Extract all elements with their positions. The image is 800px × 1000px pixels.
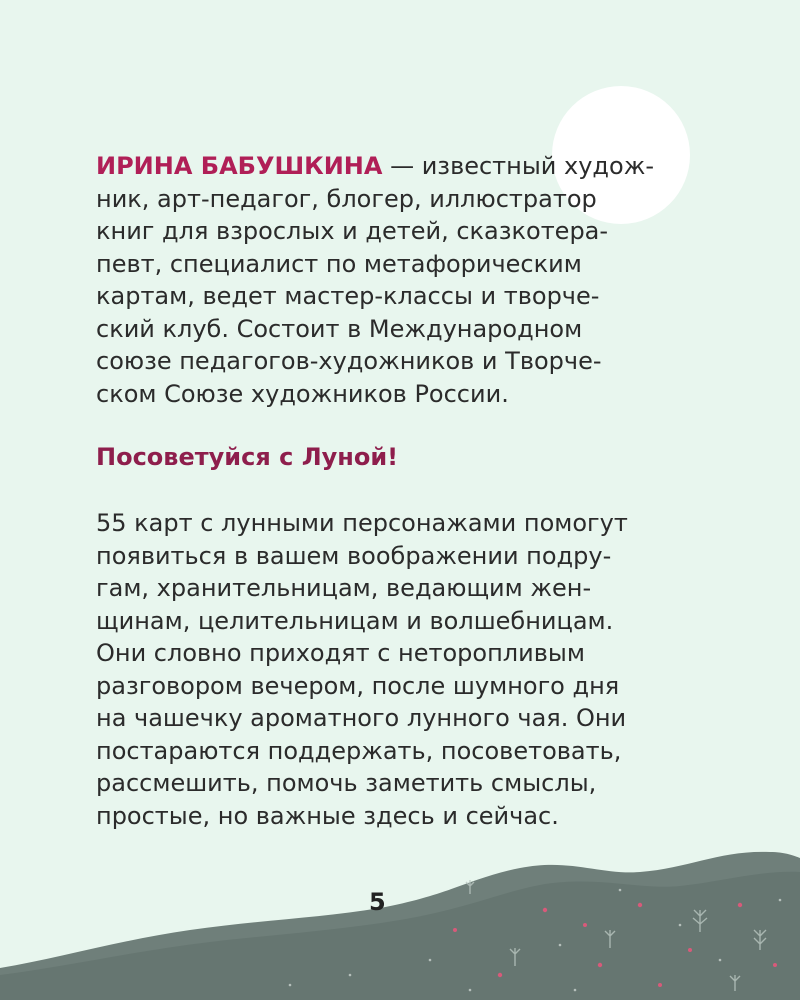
section-heading: Посоветуйся с Луной! <box>96 443 399 471</box>
description-line: простые, но важные здесь и сейчас. <box>96 801 559 830</box>
bio-line: книг для взрослых и детей, сказкотера- <box>96 217 609 245</box>
bio-line: певт, специалист по метафорическим <box>96 249 582 278</box>
description-line: рассмешить, помочь заметить смыслы, <box>96 769 597 797</box>
description-line: появиться в вашем воображении подру- <box>96 541 612 570</box>
description-line: Они словно приходят с неторопливым <box>96 639 585 667</box>
description-line: на чашечку ароматного лунного чая. Они <box>96 704 627 732</box>
page-number: 5 <box>369 888 386 916</box>
bio-line: ском Союзе художников России. <box>96 379 509 408</box>
description-line: щинам, целительницам и волшебницам. <box>96 606 614 635</box>
description-line: разговором вечером, после шумного дня <box>96 671 620 700</box>
author-name: ИРИНА БАБУШКИНА <box>96 152 383 180</box>
bio-line: ский клуб. Состоит в Международном <box>96 314 583 343</box>
bio-first-line-rest: — известный худож- <box>382 152 654 180</box>
description-line: 55 карт с лунными персонажами помогут <box>96 509 628 537</box>
bio-line: союзе педагогов-художников и Творче- <box>96 347 602 375</box>
bio-line: картам, ведет мастер-классы и творче- <box>96 282 600 310</box>
description-line: гам, хранительницам, ведающим жен- <box>96 574 592 602</box>
bio-line: ник, арт-педагог, блогер, иллюстратор <box>96 184 597 213</box>
description-line: постараются поддержать, посоветовать, <box>96 736 622 765</box>
